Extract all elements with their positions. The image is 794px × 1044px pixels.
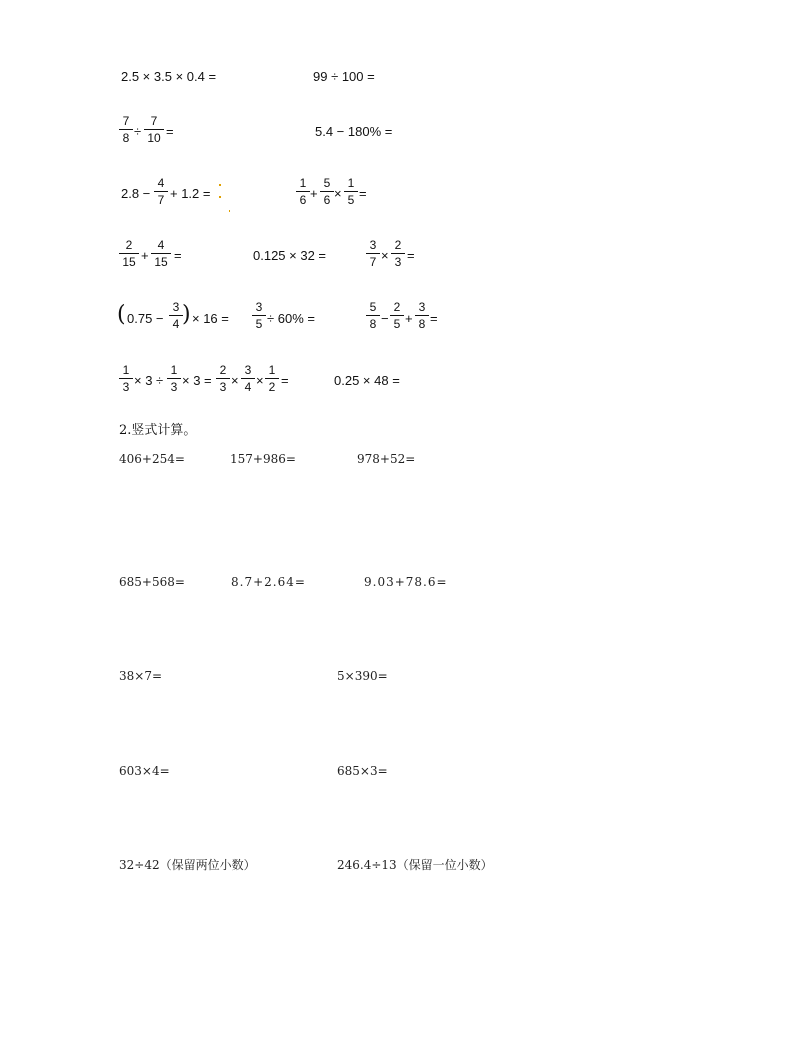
expr-99div100: 99 ÷ 100 = <box>313 69 375 84</box>
fraction-3-4: 3 4 <box>242 364 254 393</box>
expr-part: × 3 ÷ <box>134 373 164 388</box>
fraction-2-15: 2 15 <box>120 239 138 268</box>
plus-sign: + <box>405 311 413 326</box>
divide-sign: ÷ <box>134 124 142 139</box>
times-sign: × <box>231 373 239 388</box>
problem-32div42: 32÷42（保留两位小数） <box>119 858 256 872</box>
fraction-1-5: 1 5 <box>345 177 357 206</box>
equals-sign: = <box>174 248 182 263</box>
expr-part: 2.8 − <box>121 186 151 201</box>
plus-sign: + <box>310 186 318 201</box>
fraction-4-15: 4 15 <box>152 239 170 268</box>
equals-sign: = <box>166 124 174 139</box>
expr-part: 0.75 − <box>127 311 164 326</box>
minus-sign: − <box>381 311 389 326</box>
fraction-3-8: 3 8 <box>416 301 428 330</box>
problem-685x3: 685×3= <box>337 764 388 778</box>
equals-sign: = <box>281 373 289 388</box>
expr-part: + 1.2 = <box>170 186 211 201</box>
fraction-2-3: 2 3 <box>217 364 229 393</box>
section-heading: 2.竖式计算。 <box>119 423 197 438</box>
fraction-1-3: 1 3 <box>120 364 132 393</box>
problem-9.03+78.6: 9.03+78.6= <box>364 575 448 589</box>
problem-157+986: 157+986= <box>230 452 296 466</box>
problem-246.4div13: 246.4÷13（保留一位小数） <box>337 858 493 872</box>
fraction-1-3: 1 3 <box>168 364 180 393</box>
fraction-2-5: 2 5 <box>391 301 403 330</box>
fraction-3-5: 3 5 <box>253 301 265 330</box>
expr-part: ÷ 60% = <box>267 311 315 326</box>
equals-sign: = <box>407 248 415 263</box>
fraction-3-7: 3 7 <box>367 239 379 268</box>
left-paren: ( <box>117 302 126 327</box>
expr-5.4-180pct: 5.4 − 180% = <box>315 124 393 139</box>
problem-685+568: 685+568= <box>119 575 185 589</box>
fraction-4-7: 4 7 <box>155 177 167 206</box>
equals-sign: = <box>359 186 367 201</box>
problem-38x7: 38×7= <box>119 669 163 683</box>
expr-part: × 3 = <box>182 373 212 388</box>
fraction-2-3: 2 3 <box>392 239 404 268</box>
times-sign: × <box>381 248 389 263</box>
problem-406+254: 406+254= <box>119 452 185 466</box>
fraction-7-8: 7 8 <box>120 115 132 144</box>
expr-part: × 16 = <box>192 311 229 326</box>
right-paren: ) <box>182 302 191 327</box>
fraction-1-2: 1 2 <box>266 364 278 393</box>
problem-978+52: 978+52= <box>357 452 416 466</box>
problem-8.7+2.64: 8.7+2.64= <box>231 575 306 589</box>
fraction-5-8: 5 8 <box>367 301 379 330</box>
expr-0.125x32: 0.125 × 32 = <box>253 248 327 263</box>
equals-sign: = <box>430 311 438 326</box>
times-sign: × <box>256 373 264 388</box>
expr-0.25x48: 0.25 × 48 = <box>334 373 400 388</box>
problem-5x390: 5×390= <box>337 669 388 683</box>
fraction-1-6: 1 6 <box>297 177 309 206</box>
plus-sign: + <box>141 248 149 263</box>
expr-2.5x3.5x0.4: 2.5 × 3.5 × 0.4 = <box>121 69 217 84</box>
fraction-3-4: 3 4 <box>170 301 182 330</box>
times-sign: × <box>334 186 342 201</box>
fraction-7-10: 7 10 <box>145 115 163 144</box>
fraction-5-6: 5 6 <box>321 177 333 206</box>
problem-603x4: 603×4= <box>119 764 170 778</box>
